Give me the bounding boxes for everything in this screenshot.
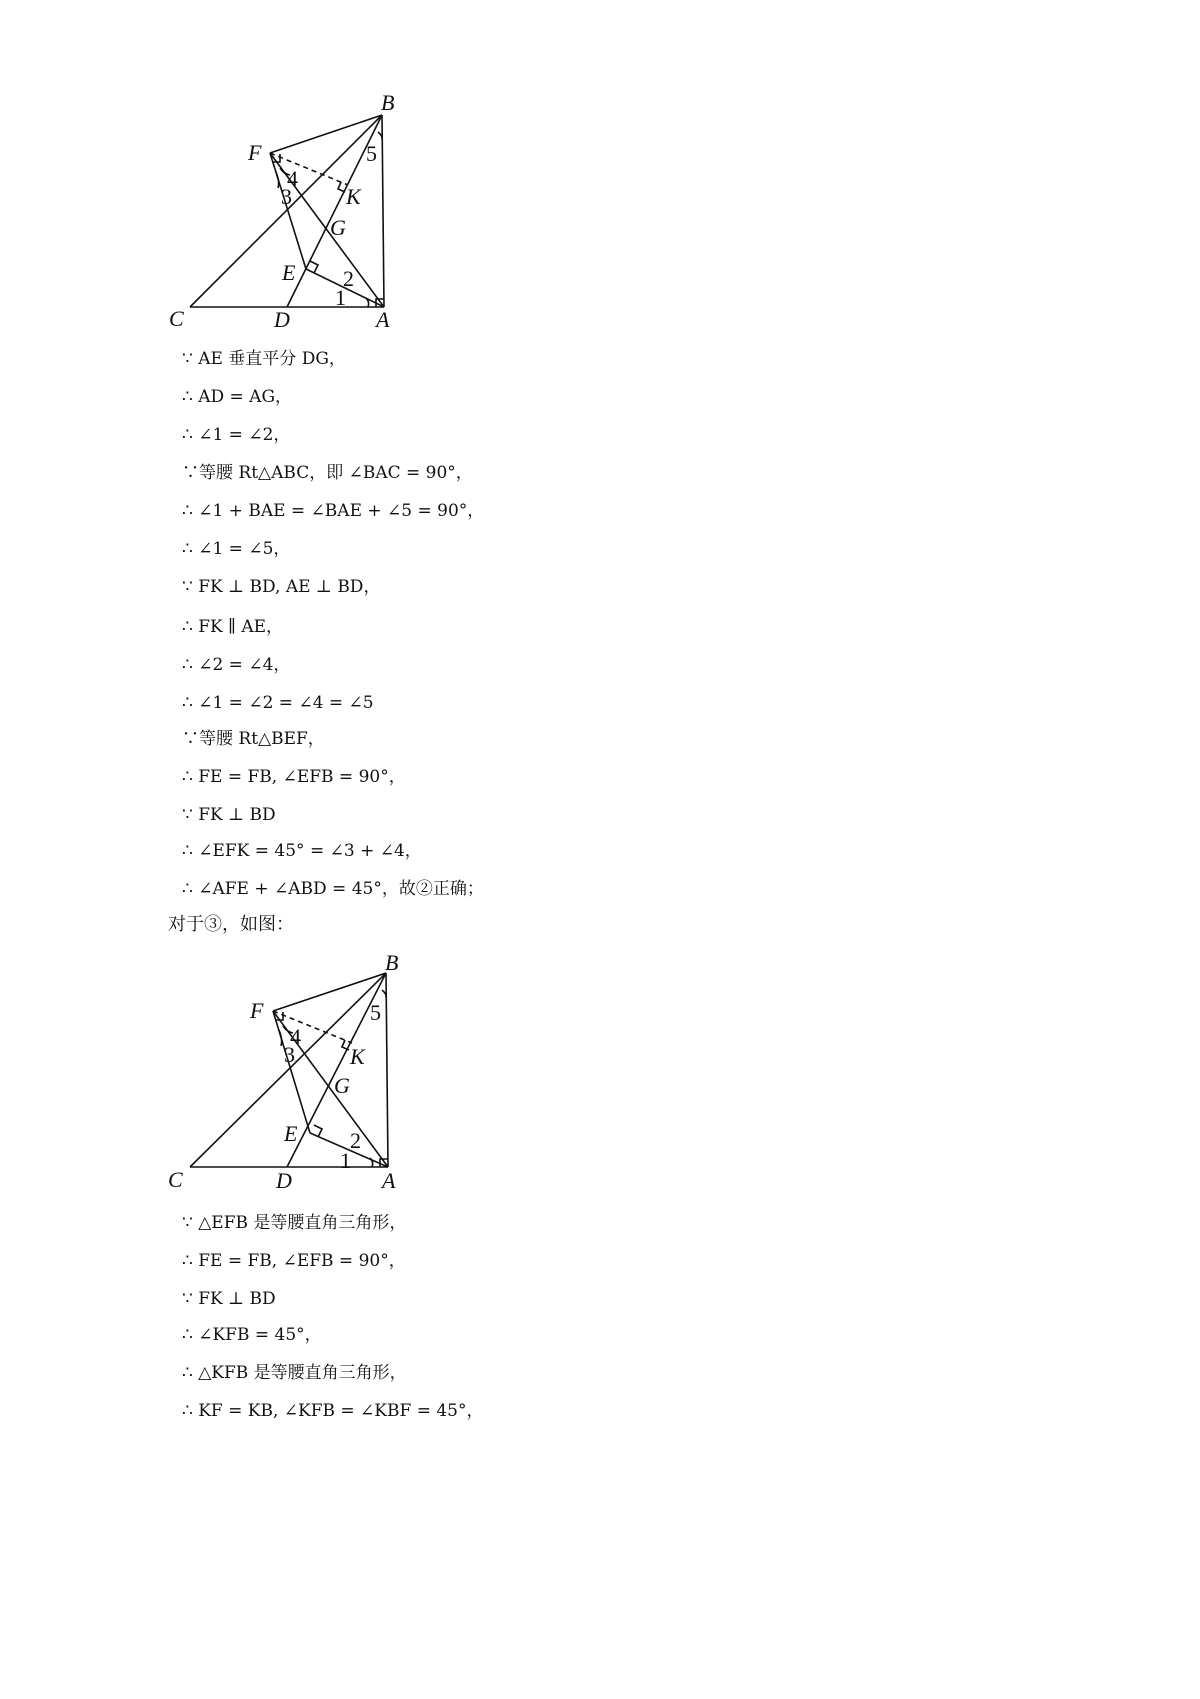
label-C: C xyxy=(168,1167,183,1192)
proof-line-14: ∴ ∠EFK = 45° = ∠3 + ∠4， xyxy=(182,841,422,861)
label-4: 4 xyxy=(290,1024,301,1049)
label-3: 3 xyxy=(284,1042,295,1067)
proof3-line-6: ∴ KF = KB, ∠KFB = ∠KBF = 45°， xyxy=(182,1401,484,1421)
geometry-figure-1 xyxy=(169,90,440,340)
proof-line-7: ∵ FK ⊥ BD, AE ⊥ BD， xyxy=(182,577,381,597)
label-F: F xyxy=(248,140,262,165)
proof3-line-2: ∴ FE = FB, ∠EFB = 90°， xyxy=(182,1251,406,1271)
proof-line-3: ∴ ∠1 = ∠2， xyxy=(182,425,291,445)
proof3-line-1: ∵ △EFB 是等腰直角三角形， xyxy=(182,1213,407,1233)
label-B: B xyxy=(385,950,399,975)
proof3-line-4: ∴ ∠KFB = 45°， xyxy=(182,1325,322,1345)
label-2: 2 xyxy=(350,1128,361,1153)
proof-line-13: ∵ FK ⊥ BD xyxy=(182,805,276,825)
label-5: 5 xyxy=(366,141,377,166)
part3-heading: 对于③，如图： xyxy=(168,914,294,935)
proof-line-4: ∵等腰 Rt△ABC，即 ∠BAC = 90°， xyxy=(182,463,473,483)
label-4: 4 xyxy=(287,166,298,191)
label-1: 1 xyxy=(340,1148,351,1173)
label-K: K xyxy=(346,184,361,209)
label-K: K xyxy=(350,1044,365,1069)
label-G: G xyxy=(330,215,346,240)
label-D: D xyxy=(274,307,290,332)
label-A: A xyxy=(376,307,390,332)
label-2: 2 xyxy=(343,266,354,291)
proof3-line-3: ∵ FK ⊥ BD xyxy=(182,1289,276,1309)
proof-line-5: ∴ ∠1 + BAE = ∠BAE + ∠5 = 90°， xyxy=(182,501,485,521)
label-C: C xyxy=(169,306,184,331)
proof-line-10: ∴ ∠1 = ∠2 = ∠4 = ∠5 xyxy=(182,693,374,713)
geometry-figure-2 xyxy=(168,950,440,1200)
proof-line-9: ∴ ∠2 = ∠4， xyxy=(182,655,291,675)
label-E: E xyxy=(282,260,296,285)
proof-line-11: ∵等腰 Rt△BEF， xyxy=(182,729,325,749)
label-B: B xyxy=(381,90,395,115)
label-D: D xyxy=(276,1168,292,1193)
proof-line-8: ∴ FK ∥ AE， xyxy=(182,617,284,637)
label-3: 3 xyxy=(281,184,292,209)
label-1: 1 xyxy=(335,285,346,310)
proof-line-2: ∴ AD = AG， xyxy=(182,387,293,407)
label-A: A xyxy=(382,1168,396,1193)
label-5: 5 xyxy=(370,1000,381,1025)
proof-line-1: ∵ AE 垂直平分 DG， xyxy=(182,349,346,369)
label-F: F xyxy=(250,998,264,1023)
proof-line-15: ∴ ∠AFE + ∠ABD = 45°，故②正确； xyxy=(182,879,484,899)
proof3-line-5: ∴ △KFB 是等腰直角三角形， xyxy=(182,1363,407,1383)
proof-line-12: ∴ FE = FB, ∠EFB = 90°， xyxy=(182,767,406,787)
label-G: G xyxy=(334,1073,350,1098)
label-E: E xyxy=(284,1121,298,1146)
proof-line-6: ∴ ∠1 = ∠5， xyxy=(182,539,291,559)
